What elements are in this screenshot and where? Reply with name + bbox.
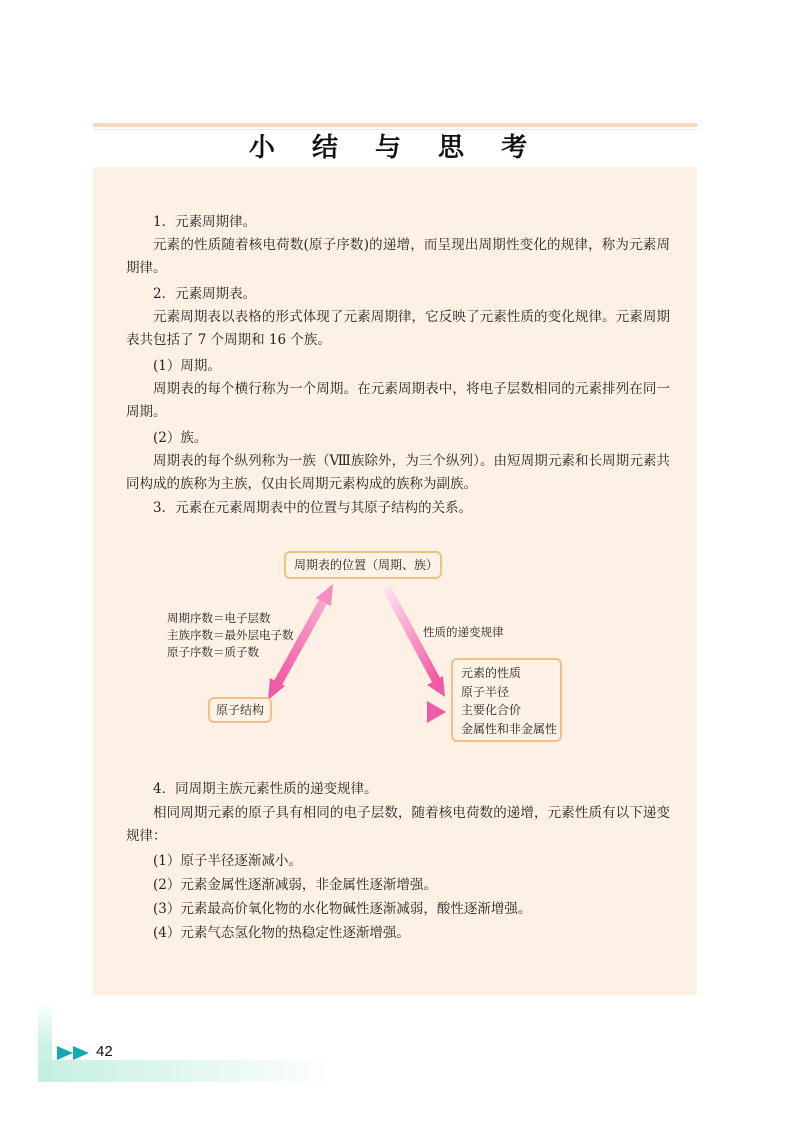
structure-box: 原子结构	[208, 697, 272, 723]
label-property-trend: 性质的递变规律	[423, 625, 504, 639]
paragraph-3: 周期表的每个横行称为一个周期。在元素周期表中，将电子层数相同的元素排列在同一周期。	[126, 381, 670, 420]
properties-item: 原子半径	[461, 684, 510, 699]
heading-2-1: (1）周期。	[153, 358, 221, 374]
label-period-number: 周期序数＝电子层数	[167, 611, 271, 625]
heading-4: 4．同周期主族元素性质的递变规律。	[153, 781, 378, 797]
position-properties-arrow	[386, 587, 445, 697]
position-box: 周期表的位置（周期、族）	[284, 551, 442, 579]
properties-item: 金属性和非金属性	[461, 721, 558, 736]
paragraph-1: 元素的性质随着核电荷数(原子序数)的递增，而呈现出周期性变化的规律，称为元素周期律。	[126, 237, 670, 276]
rule-2: (2）元素金属性逐渐减弱，非金属性逐渐增强。	[153, 877, 437, 893]
properties-box	[451, 658, 562, 742]
heading-1: 1．元素周期律。	[153, 214, 257, 230]
label-group-number: 主族序数＝最外层电子数	[167, 628, 294, 642]
heading-3: 3．元素在元素周期表中的位置与其原子结构的关系。	[153, 500, 473, 516]
paragraph-2: 元素周期表以表格的形式体现了元素周期律，它反映了元素性质的变化规律。元素周期表共包括了 7 个周期和 16 个族。	[126, 309, 670, 348]
heading-2-2: (2）族。	[153, 430, 208, 446]
properties-item: 元素的性质	[461, 666, 522, 680]
page-title: 小 结 与 思 考	[248, 133, 542, 163]
rule-3: (3）元素最高价氧化物的水化物碱性逐渐减弱，酸性逐渐增强。	[153, 901, 532, 917]
paragraph-4: 周期表的每个纵列称为一族（Ⅷ族除外，为三个纵列）。由短周期元素和长周期元素共同构成的族称为主族，仅由长周期元素构成的族称为副族。	[126, 453, 670, 492]
heading-2: 2．元素周期表。	[153, 286, 257, 302]
structure-properties-arrow	[275, 701, 446, 723]
paragraph-5: 相同周期元素的原子具有相同的电子层数，随着核电荷数的递增，元素性质有以下递变规律：	[126, 805, 670, 844]
label-atomic-number: 原子序数＝质子数	[167, 645, 259, 659]
rule-1: (1）原子半径逐渐减小。	[153, 853, 302, 869]
page-arrows-icon	[57, 1046, 93, 1060]
page-number: 42	[96, 1043, 113, 1060]
properties-item: 主要化合价	[461, 703, 522, 717]
rule-4: (4）元素气态氢化物的热稳定性逐渐增强。	[153, 925, 410, 941]
